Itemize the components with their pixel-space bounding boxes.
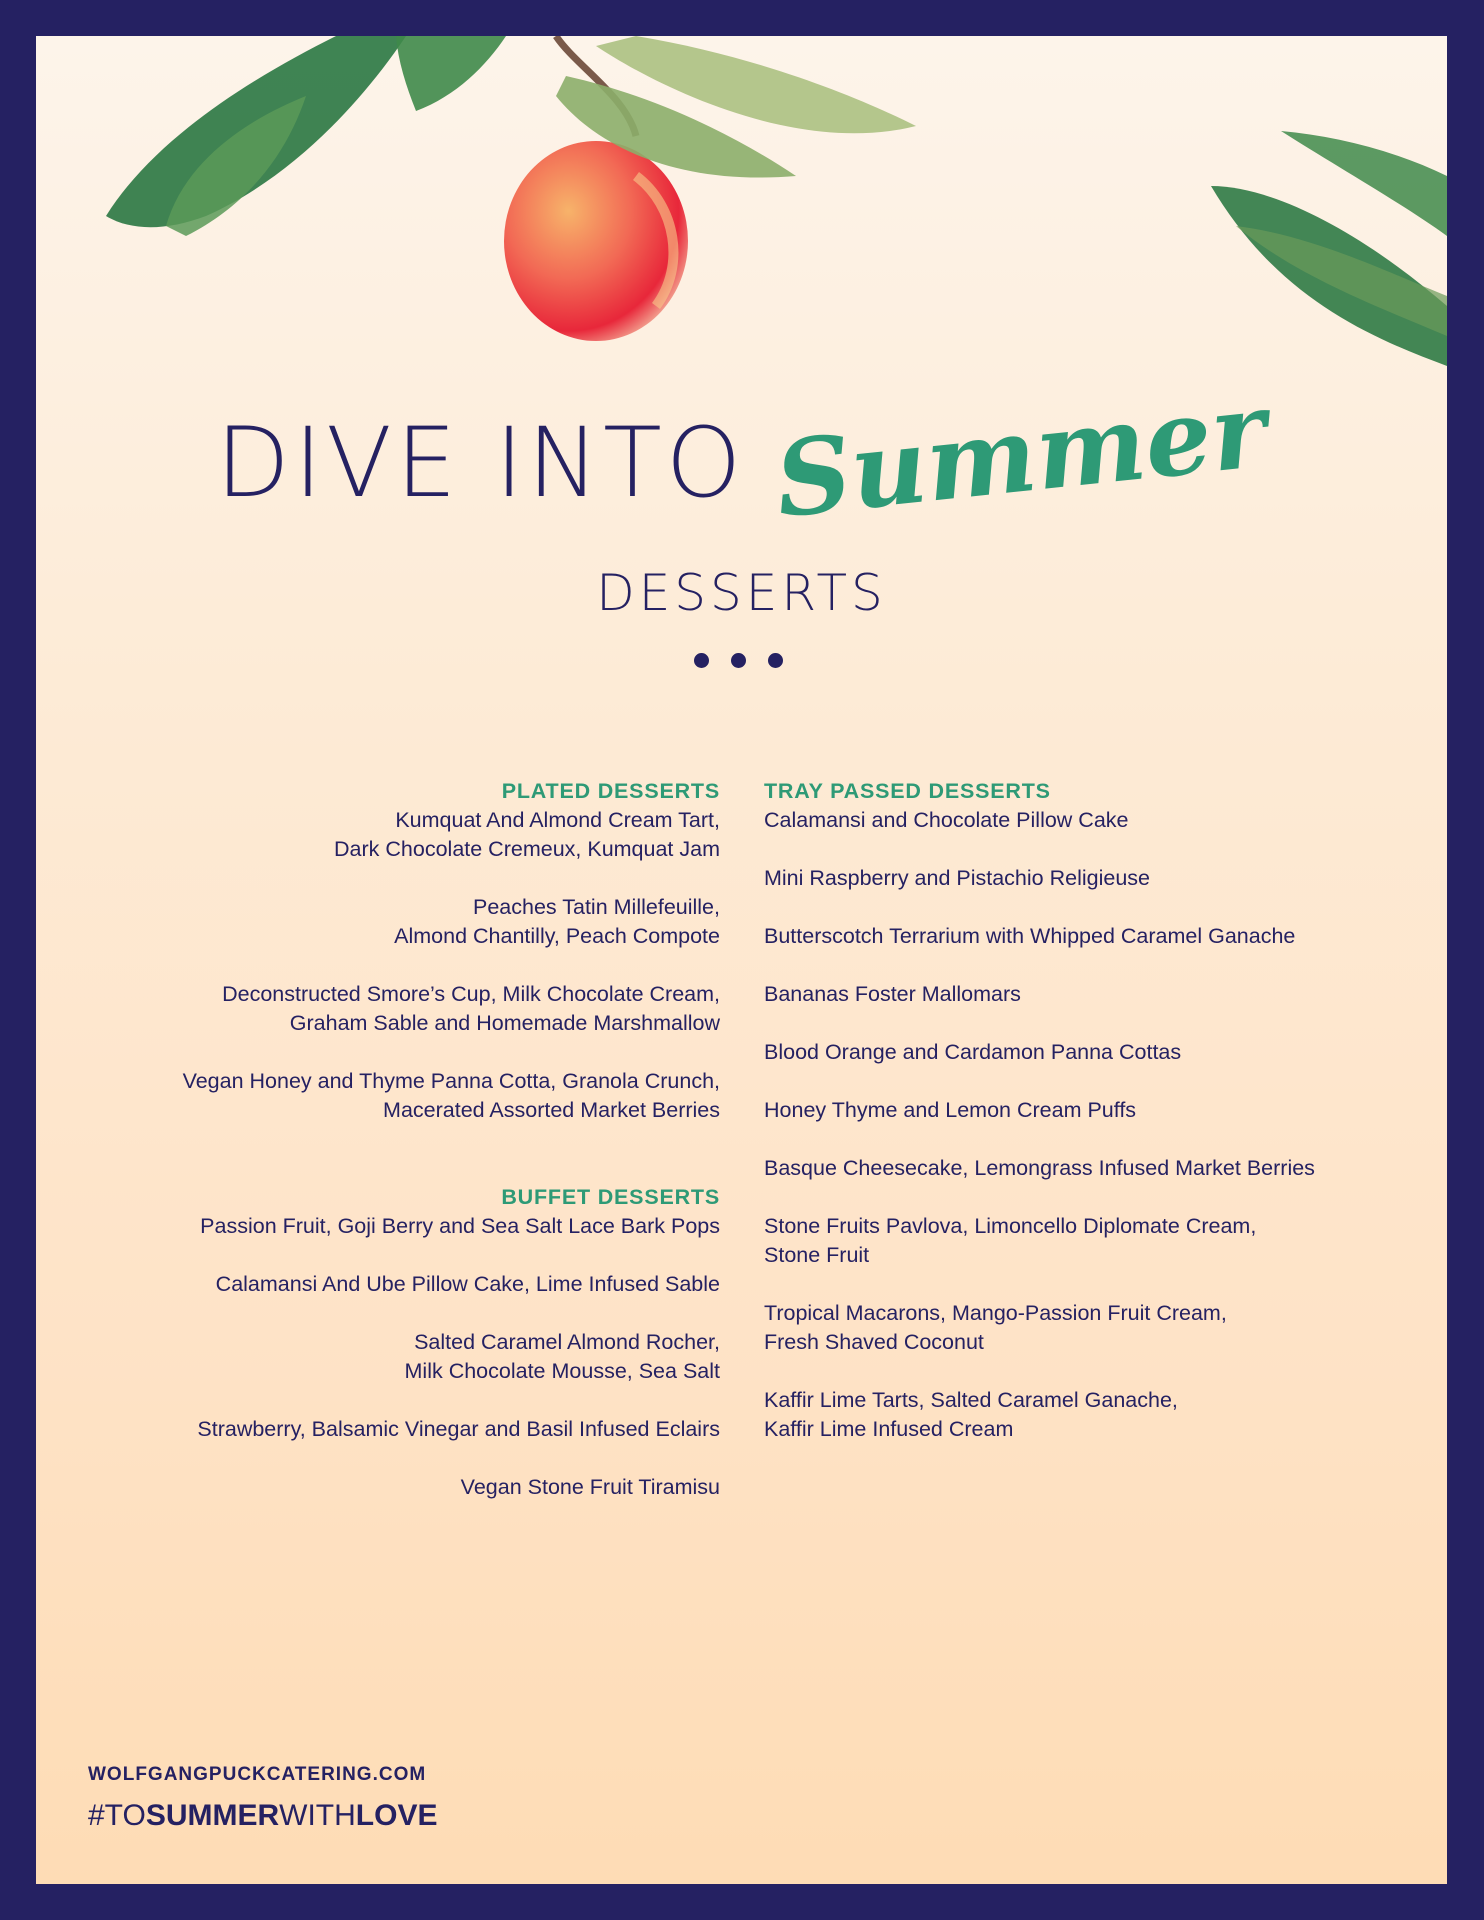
- item-line: Salted Caramel Almond Rocher,: [414, 1330, 720, 1354]
- section-heading-plated: PLATED DESSERTS: [501, 779, 720, 803]
- hashtag: [88, 1799, 437, 1833]
- item-line: Kaffir Lime Infused Cream: [764, 1417, 1014, 1441]
- right-column: [764, 777, 1424, 1473]
- item-line: Kumquat And Almond Cream Tart,: [395, 808, 720, 832]
- item-line: Graham Sable and Homemade Marshmallow: [289, 1011, 720, 1035]
- website-url[interactable]: WOLFGANGPUCKCATERING.COM: [88, 1764, 427, 1785]
- item-line: Deconstructed Smore’s Cup, Milk Chocolate Cream,: [222, 982, 720, 1006]
- item-line: Basque Cheesecake, Lemongrass Infused Market Berries: [764, 1156, 1315, 1180]
- menu-item: [96, 1328, 720, 1386]
- item-line: Almond Chantilly, Peach Compote: [394, 924, 720, 948]
- menu-item: [764, 806, 1424, 835]
- left-column: [96, 777, 720, 1531]
- dot: [768, 653, 783, 668]
- dot: [694, 653, 709, 668]
- menu-item: [96, 980, 720, 1038]
- item-line: Honey Thyme and Lemon Cream Puffs: [764, 1098, 1137, 1122]
- hashtag-part: SUMMER: [145, 1799, 280, 1832]
- item-line: Vegan Honey and Thyme Panna Cotta, Granola Crunch,: [182, 1069, 720, 1093]
- page-title: [36, 367, 1447, 542]
- item-line: Mini Raspberry and Pistachio Religieuse: [764, 866, 1150, 890]
- menu-item: [764, 864, 1424, 893]
- item-line: Stone Fruits Pavlova, Limoncello Diplomate Cream,: [764, 1214, 1257, 1238]
- item-line: Calamansi And Ube Pillow Cake, Lime Infused Sable: [215, 1272, 720, 1296]
- menu-item: [764, 1096, 1424, 1125]
- menu-item: [764, 1299, 1424, 1357]
- section-heading-buffet: BUFFET DESSERTS: [501, 1185, 720, 1209]
- hashtag-part: LOVE: [355, 1799, 438, 1832]
- page-subtitle: DESSERTS: [596, 564, 887, 622]
- title-main: DIVE INTO: [215, 406, 746, 519]
- item-line: Vegan Stone Fruit Tiramisu: [460, 1475, 720, 1499]
- menu-item: [96, 1212, 720, 1241]
- item-line: Milk Chocolate Mousse, Sea Salt: [404, 1359, 720, 1383]
- menu-item: [96, 1270, 720, 1299]
- item-line: Stone Fruit: [764, 1243, 870, 1267]
- menu-item: [764, 1212, 1424, 1270]
- hashtag-part: WITH: [279, 1799, 356, 1832]
- hashtag-part: #TO: [88, 1799, 146, 1832]
- item-line: Macerated Assorted Market Berries: [383, 1098, 720, 1122]
- item-line: Passion Fruit, Goji Berry and Sea Salt Lace Bark Pops: [200, 1214, 720, 1238]
- item-line: Butterscotch Terrarium with Whipped Caramel Ganache: [764, 924, 1296, 948]
- menu-item: [96, 1473, 720, 1502]
- menu-item: [96, 806, 720, 864]
- menu-item: [764, 922, 1424, 951]
- item-line: Kaffir Lime Tarts, Salted Caramel Ganache,: [764, 1388, 1178, 1412]
- leaf-left-3: [396, 36, 506, 111]
- item-line: Tropical Macarons, Mango-Passion Fruit Cream,: [764, 1301, 1227, 1325]
- section-heading-tray: TRAY PASSED DESSERTS: [764, 779, 1051, 803]
- dot: [731, 653, 746, 668]
- item-line: Dark Chocolate Cremeux, Kumquat Jam: [334, 837, 720, 861]
- menu-item: [96, 893, 720, 951]
- menu-item: [764, 980, 1424, 1009]
- item-line: Peaches Tatin Millefeuille,: [473, 895, 720, 919]
- peach-fruit: [504, 141, 688, 341]
- item-line: Calamansi and Chocolate Pillow Cake: [764, 808, 1129, 832]
- item-line: Bananas Foster Mallomars: [764, 982, 1021, 1006]
- item-line: Fresh Shaved Coconut: [764, 1330, 984, 1354]
- peach-illustration: [36, 36, 1447, 416]
- menu-page: [36, 36, 1447, 1884]
- menu-item: [764, 1038, 1424, 1067]
- menu-item: [96, 1415, 720, 1444]
- item-line: Strawberry, Balsamic Vinegar and Basil Infused Eclairs: [197, 1417, 720, 1441]
- title-script: Summer: [770, 367, 1273, 542]
- divider-dots: [694, 653, 783, 668]
- menu-item: [764, 1154, 1424, 1183]
- menu-item: [96, 1067, 720, 1125]
- menu-item: [764, 1386, 1424, 1444]
- item-line: Blood Orange and Cardamon Panna Cottas: [764, 1040, 1182, 1064]
